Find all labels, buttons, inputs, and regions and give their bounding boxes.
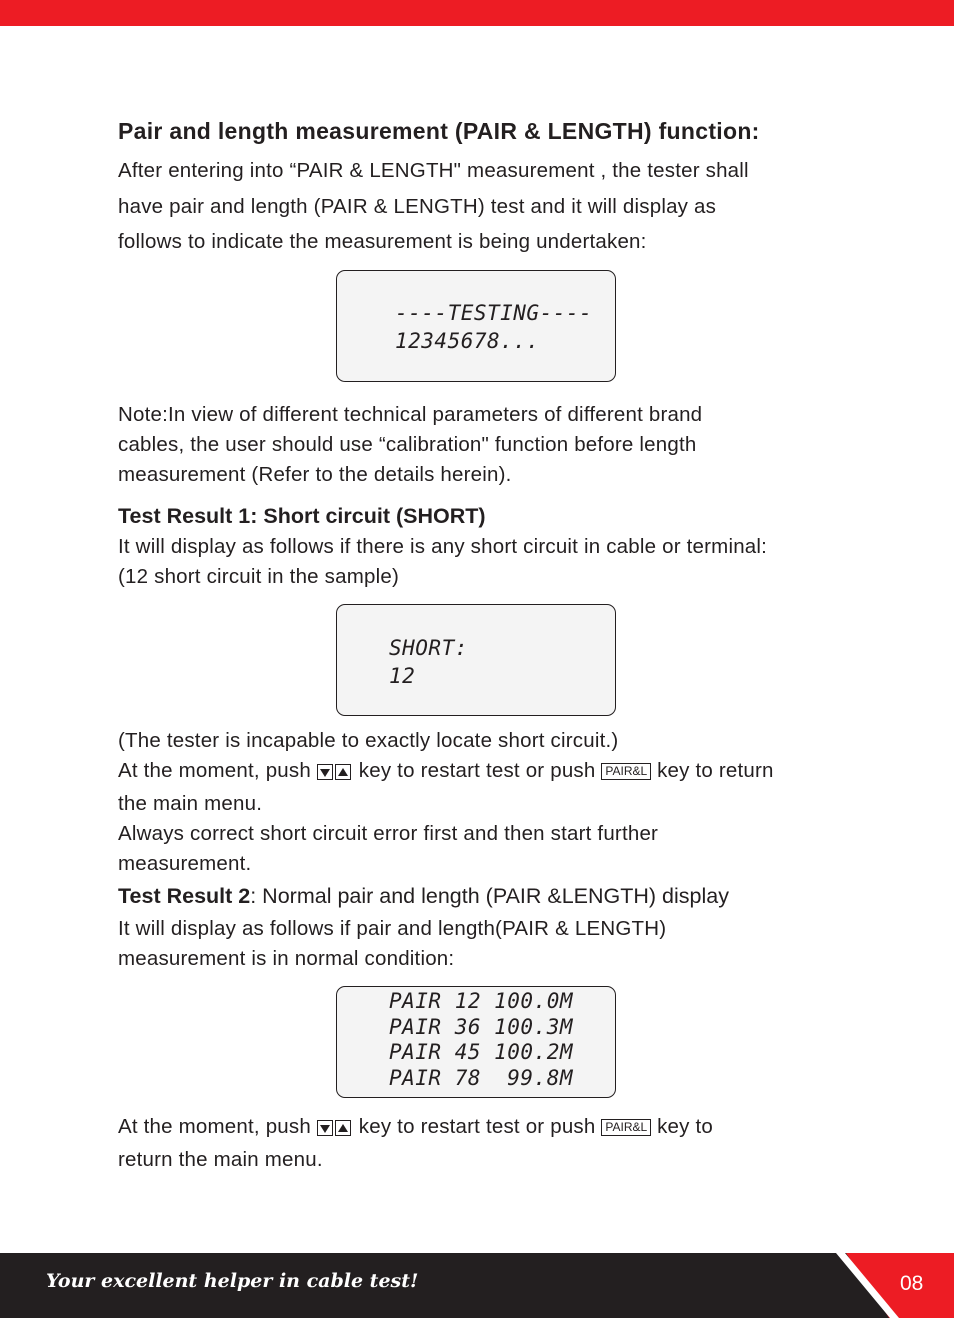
lcd-testing-display bbox=[336, 270, 616, 382]
intro-line: have pair and length (PAIR & LENGTH) test and it will display as bbox=[118, 194, 717, 218]
intro-line: After entering into “PAIR & LENGTH" measurement , the tester shall bbox=[118, 159, 749, 182]
arrow-keys bbox=[317, 1115, 353, 1145]
note-line: cables, the user should use “calibration" function before length bbox=[118, 433, 697, 456]
lcd-short-display bbox=[336, 604, 616, 716]
result2-after-paragraph bbox=[118, 1112, 713, 1175]
note-line: measurement (Refer to the details herein). bbox=[118, 463, 512, 486]
result1-description bbox=[118, 532, 767, 592]
result2-desc-line: It will display as follows if pair and length(PAIR & LENGTH) bbox=[118, 917, 667, 940]
pair-key-icon: PAIR&L bbox=[601, 763, 651, 780]
result2-title: Test Result 2: Normal pair and length (PAIR &LENGTH) display bbox=[118, 884, 729, 908]
result2-desc-line: measurement is in normal condition: bbox=[118, 947, 455, 970]
result1-after-line: measurement. bbox=[118, 852, 252, 875]
note-paragraph bbox=[118, 400, 702, 490]
result1-after-paragraph bbox=[118, 726, 774, 879]
push-instruction: At the moment, push key to restart test or push PAIR&L key to return bbox=[118, 756, 774, 789]
lcd-line: 12345678... bbox=[395, 329, 540, 353]
footer-tagline: Your excellent helper in cable test! bbox=[46, 1270, 419, 1292]
page-number: 08 bbox=[900, 1272, 924, 1295]
intro-paragraph bbox=[118, 153, 749, 260]
pair-key-icon: PAIR&L bbox=[601, 1119, 651, 1136]
lcd-line: 12 bbox=[389, 664, 416, 688]
result2-description bbox=[118, 914, 666, 974]
top-accent-bar bbox=[0, 0, 954, 26]
push-instruction: At the moment, push key to restart test or push PAIR&L key to bbox=[118, 1112, 713, 1145]
lcd-line: ----TESTING---- bbox=[395, 301, 593, 325]
intro-line: follows to indicate the measurement is being undertaken: bbox=[118, 230, 647, 253]
arrow-keys bbox=[317, 759, 353, 789]
lcd-line: PAIR 78 99.8M bbox=[389, 1065, 574, 1090]
up-arrow-icon bbox=[335, 1120, 351, 1136]
note-line: Note:In view of different technical parameters of different brand bbox=[118, 403, 703, 426]
section-heading: Pair and length measurement (PAIR & LENGTH) function: bbox=[118, 118, 760, 144]
result1-after-line: Always correct short circuit error first and then start further bbox=[118, 822, 659, 845]
result1-desc-line: (12 short circuit in the sample) bbox=[118, 565, 399, 588]
lcd-line: PAIR 12 100.0M bbox=[389, 989, 574, 1013]
down-arrow-icon bbox=[317, 764, 333, 780]
lcd-line: PAIR 36 100.3M bbox=[389, 1014, 574, 1039]
footer-bar bbox=[0, 1253, 954, 1318]
result1-after-line: the main menu. bbox=[118, 792, 263, 815]
lcd-line: SHORT: bbox=[389, 636, 468, 660]
down-arrow-icon bbox=[317, 1120, 333, 1136]
up-arrow-icon bbox=[335, 764, 351, 780]
result2-after-line: return the main menu. bbox=[118, 1148, 323, 1171]
lcd-line: PAIR 45 100.2M bbox=[389, 1040, 574, 1064]
result1-after-line: (The tester is incapable to exactly locate short circuit.) bbox=[118, 729, 619, 752]
lcd-pair-length-display bbox=[336, 986, 616, 1098]
result1-desc-line: It will display as follows if there is any short circuit in cable or terminal: bbox=[118, 535, 768, 558]
result1-title: Test Result 1: Short circuit (SHORT) bbox=[118, 504, 486, 528]
